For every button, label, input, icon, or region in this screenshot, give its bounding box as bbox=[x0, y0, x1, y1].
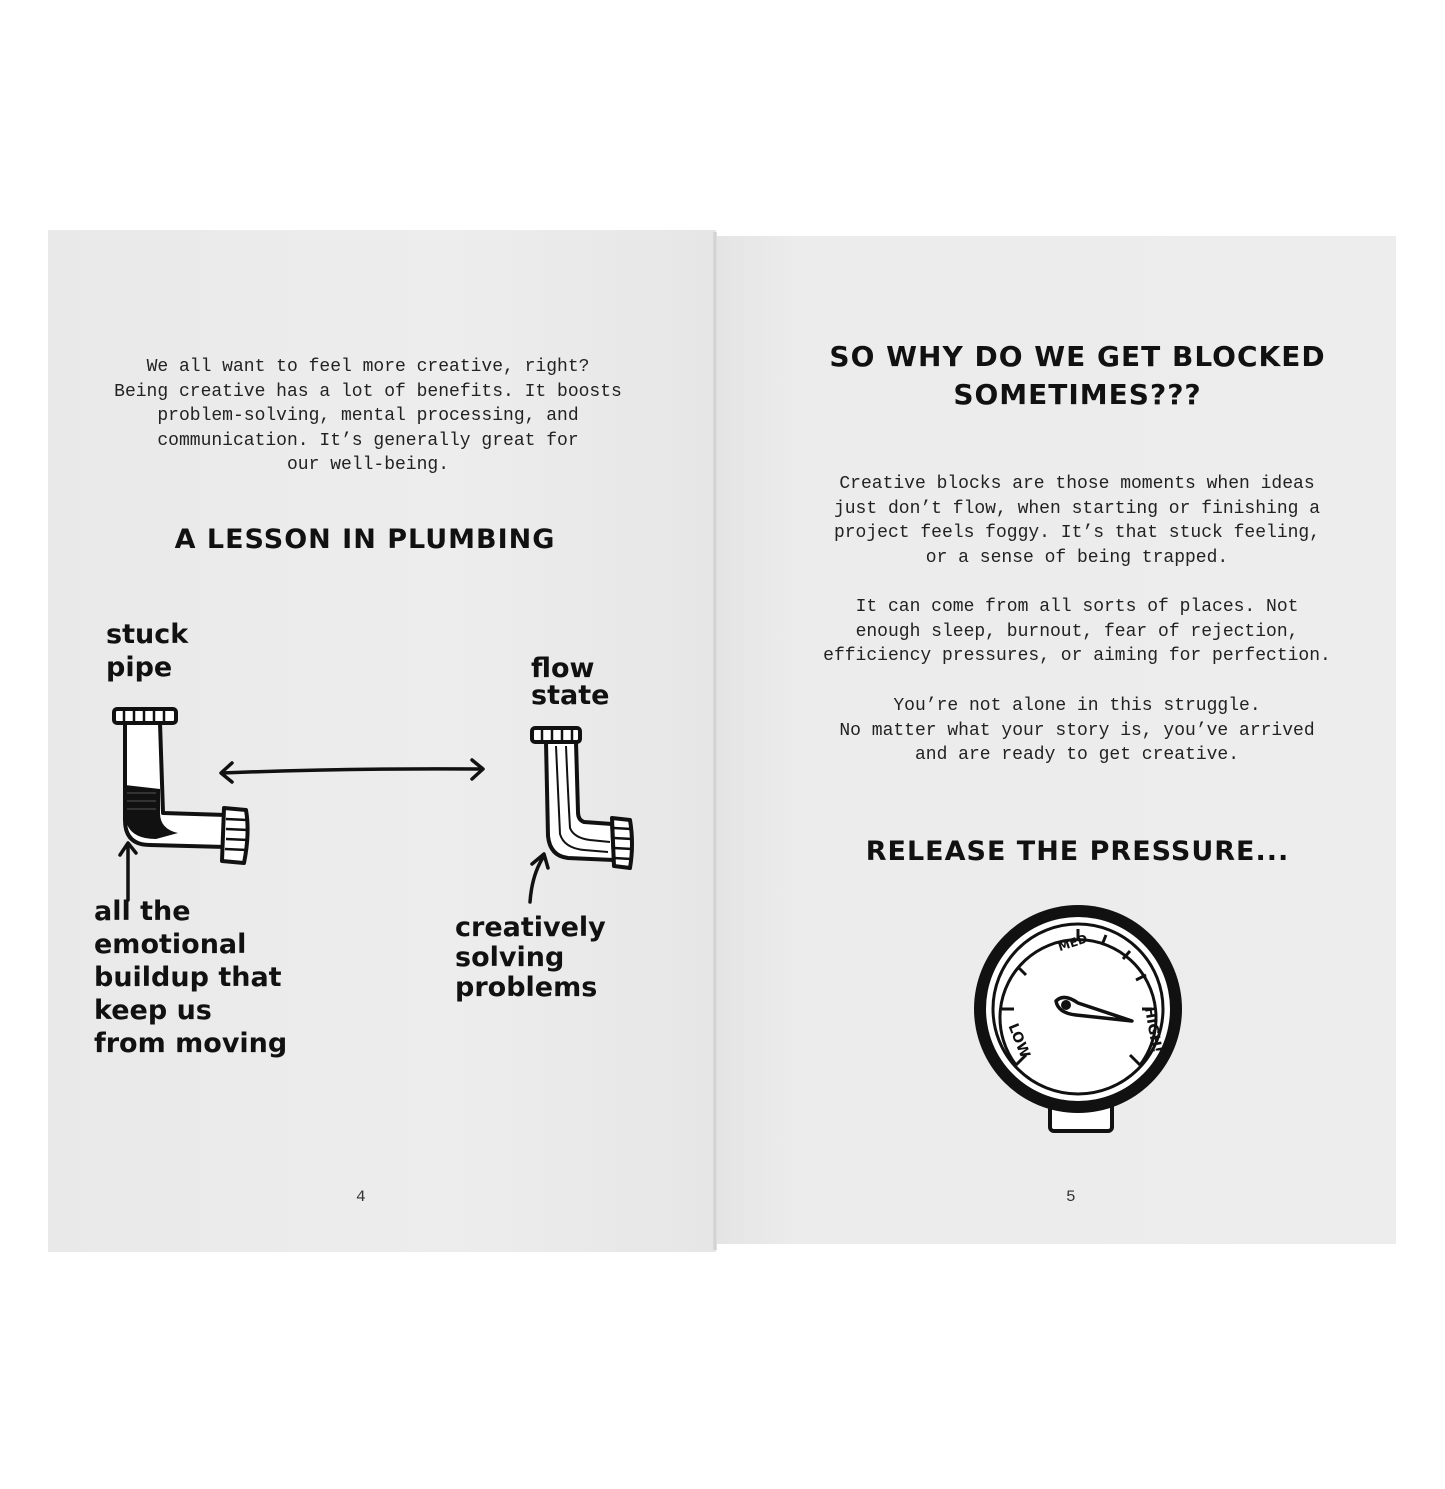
pressure-gauge-icon bbox=[966, 905, 1190, 1137]
creative-blocks-paragraph: Creative blocks are those moments when ideas just don’t flow, when starting or finishing a project feels foggy. It’s that stuck feeling, or a sense of being trapped. bbox=[833, 474, 1321, 568]
gauge-label-med: MED bbox=[1056, 931, 1090, 955]
buildup-caption: all the emotional buildup that keep us from moving bbox=[94, 896, 288, 1059]
blocked-heading: SO WHY DO WE GET BLOCKED SOMETIMES??? bbox=[829, 340, 1326, 411]
stuck-pipe-label: stuck pipe bbox=[106, 619, 189, 683]
release-pressure-heading: RELEASE THE PRESSURE... bbox=[865, 836, 1290, 867]
flow-state-label: flow state bbox=[531, 653, 610, 711]
double-arrow-icon bbox=[216, 756, 488, 786]
causes-paragraph: It can come from all sorts of places. Not enough sleep, burnout, fear of rejection, efficiency pressures, or aiming for perfection. bbox=[823, 597, 1331, 667]
stuck-pipe-icon bbox=[108, 705, 258, 875]
solving-caption: creatively solving problems bbox=[455, 912, 606, 1003]
flow-pipe-icon bbox=[524, 724, 644, 904]
page-number-right: 5 bbox=[1066, 1188, 1076, 1206]
intro-paragraph: We all want to feel more creative, right? Being creative has a lot of benefits. It boosts problem-solving, mental processing, and communication. It’s generally great for our well-being. bbox=[114, 357, 622, 476]
gauge-label-low: LOW bbox=[1004, 1021, 1033, 1061]
gauge-label-high: HIGH! bbox=[1140, 1005, 1165, 1055]
book-spine bbox=[713, 232, 717, 1250]
page-number-left: 4 bbox=[356, 1188, 366, 1206]
not-alone-paragraph: You’re not alone in this struggle. No matter what your story is, you’ve arrived and are ready to get creative. bbox=[839, 696, 1315, 766]
plumbing-heading: A LESSON IN PLUMBING bbox=[174, 524, 556, 555]
